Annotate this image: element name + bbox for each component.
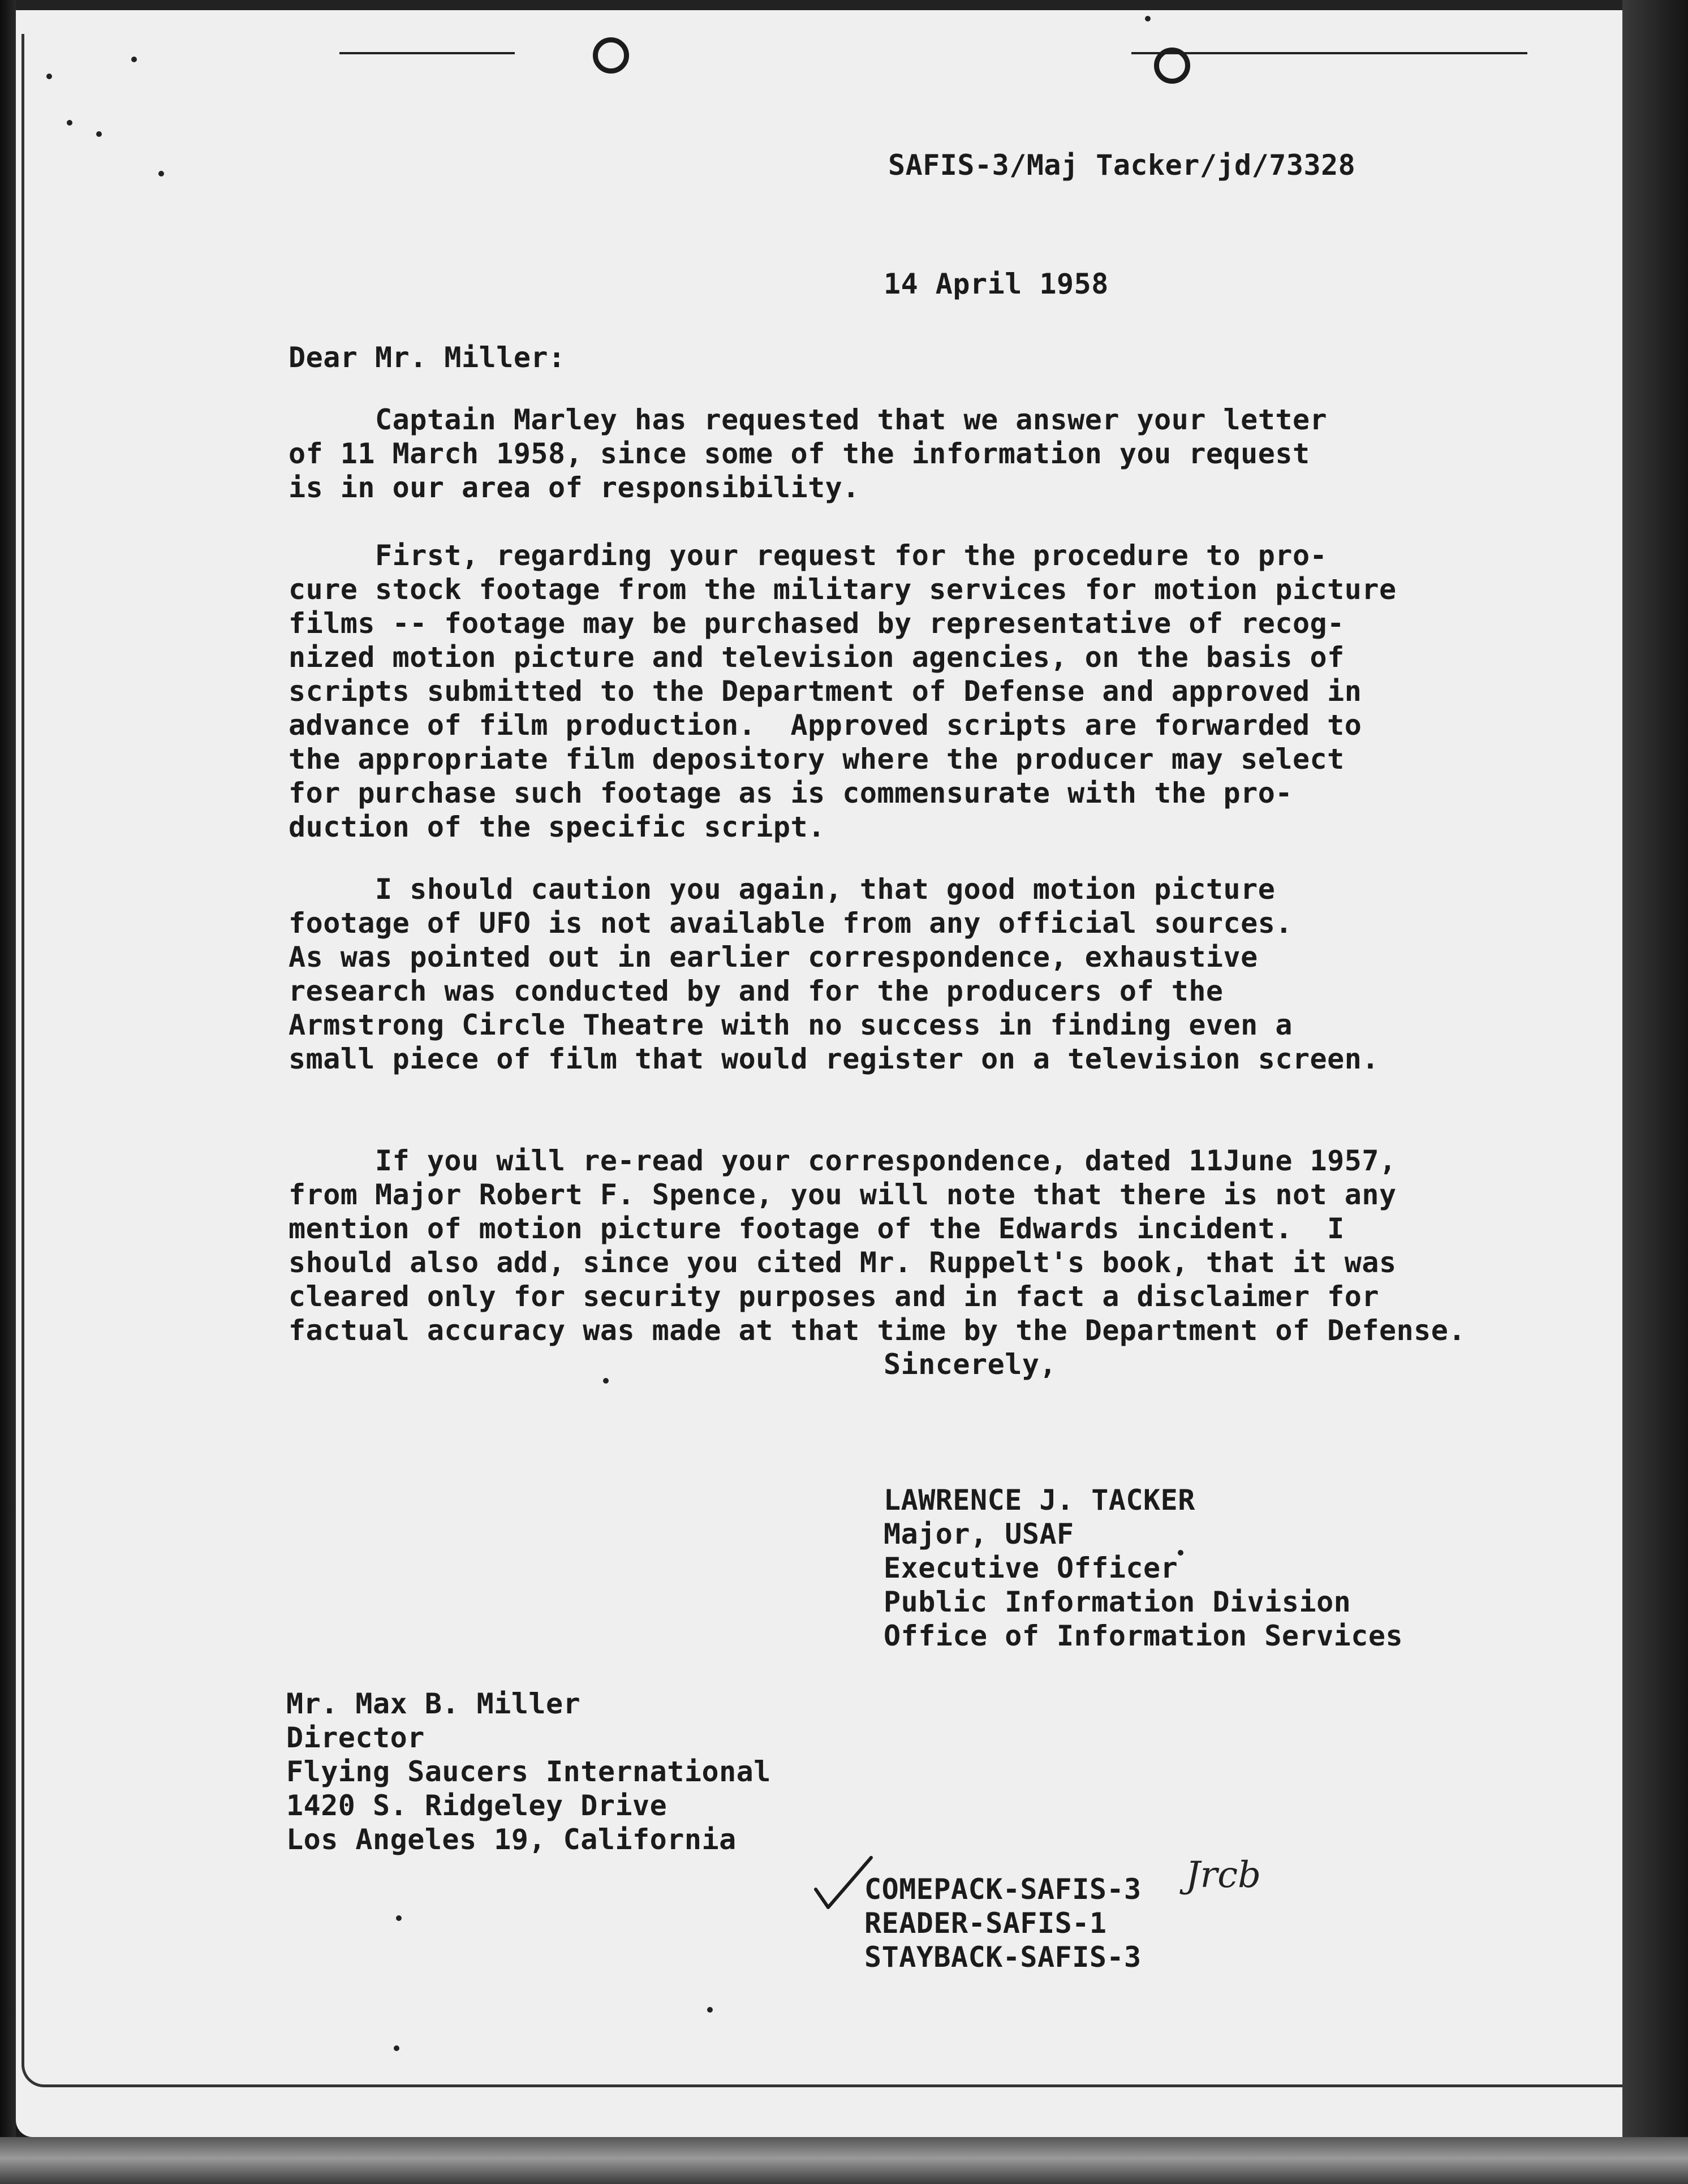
scan-speck xyxy=(131,57,137,62)
paragraph-line: If you will re-read your correspondence, dated 11June 1957, xyxy=(288,1144,1397,1177)
paragraph-line: First, regarding your request for the procedure to pro- xyxy=(288,539,1328,572)
closing: Sincerely, xyxy=(884,1348,1057,1381)
paragraph-line: As was pointed out in earlier correspondence, exhaustive xyxy=(288,941,1258,973)
signature-name: LAWRENCE J. TACKER xyxy=(884,1484,1195,1517)
paragraph-line: scripts submitted to the Department of Defense and approved in xyxy=(288,675,1362,708)
body-paragraph-2 xyxy=(288,539,1397,844)
paragraph-line: should also add, since you cited Mr. Ruppelt's book, that it was xyxy=(288,1246,1397,1279)
paragraph-line: duction of the specific script. xyxy=(288,811,825,843)
paragraph-line: Armstrong Circle Theatre with no success in finding even a xyxy=(288,1009,1293,1041)
distribution-item: COMEPACK-SAFIS-3 xyxy=(864,1873,1142,1906)
body-paragraph-4 xyxy=(288,1144,1466,1347)
scan-speck xyxy=(96,131,102,137)
scan-speck xyxy=(603,1378,609,1384)
paragraph-line: advance of film production. Approved scripts are forwarded to xyxy=(288,709,1362,742)
scan-bottom-edge xyxy=(0,2137,1688,2184)
paragraph-line: research was conducted by and for the producers of the xyxy=(288,975,1224,1007)
paragraph-line: small piece of film that would register on a television screen. xyxy=(288,1043,1379,1075)
paragraph-line: from Major Robert F. Spence, you will note that there is not any xyxy=(288,1178,1397,1211)
distribution-list xyxy=(864,1872,1142,1974)
paragraph-line: for purchase such footage as is commensurate with the pro- xyxy=(288,777,1293,809)
paragraph-line: I should caution you again, that good motion picture xyxy=(288,873,1276,906)
top-rule-left xyxy=(339,52,515,54)
paragraph-line: nized motion picture and television agencies, on the basis of xyxy=(288,641,1345,674)
handwritten-initials: Jrcb xyxy=(1186,1854,1261,1896)
recipient-organization: Flying Saucers International xyxy=(286,1755,771,1788)
punch-hole-right xyxy=(1154,48,1190,84)
paragraph-line: footage of UFO is not available from any official sources. xyxy=(288,907,1293,940)
punch-hole-left xyxy=(593,37,629,74)
scan-speck xyxy=(707,2007,713,2013)
body-paragraph-3 xyxy=(288,872,1379,1076)
scan-speck xyxy=(46,74,52,79)
paragraph-line: is in our area of responsibility. xyxy=(288,471,860,504)
check-mark-icon xyxy=(812,1853,875,1915)
top-rule-right xyxy=(1131,52,1527,54)
scan-speck xyxy=(1145,16,1151,21)
signature-block xyxy=(884,1483,1403,1653)
recipient-address xyxy=(286,1687,771,1856)
signature-division: Public Information Division xyxy=(884,1586,1351,1618)
body-paragraph-1 xyxy=(288,403,1327,505)
paragraph-line: the appropriate film depository where the producer may select xyxy=(288,743,1345,776)
scan-top-edge xyxy=(0,0,1688,10)
signature-office: Office of Information Services xyxy=(884,1619,1403,1652)
distribution-item: STAYBACK-SAFIS-3 xyxy=(864,1941,1142,1974)
paragraph-line: mention of motion picture footage of the Edwards incident. I xyxy=(288,1212,1345,1245)
signature-title: Executive Officer xyxy=(884,1552,1178,1584)
paragraph-line: factual accuracy was made at that time by the Department of Defense. xyxy=(288,1314,1466,1347)
paragraph-line: Captain Marley has requested that we answer your letter xyxy=(288,403,1328,436)
scan-speck xyxy=(67,120,72,126)
paragraph-line: cleared only for security purposes and in fact a disclaimer for xyxy=(288,1280,1379,1313)
recipient-title: Director xyxy=(286,1721,425,1754)
paragraph-line: cure stock footage from the military services for motion picture xyxy=(288,573,1397,606)
file-reference: SAFIS-3/Maj Tacker/jd/73328 xyxy=(888,149,1356,182)
letter-date: 14 April 1958 xyxy=(884,268,1109,300)
recipient-street: 1420 S. Ridgeley Drive xyxy=(286,1789,668,1822)
scan-speck xyxy=(158,171,164,176)
paragraph-line: of 11 March 1958, since some of the information you request xyxy=(288,437,1310,470)
recipient-city: Los Angeles 19, California xyxy=(286,1823,737,1856)
recipient-name: Mr. Max B. Miller xyxy=(286,1687,581,1720)
scan-speck xyxy=(394,2045,399,2051)
distribution-item: READER-SAFIS-1 xyxy=(864,1907,1107,1940)
scan-left-edge xyxy=(0,0,16,2184)
salutation: Dear Mr. Miller: xyxy=(288,341,566,374)
scan-right-edge xyxy=(1622,0,1688,2184)
paragraph-line: films -- footage may be purchased by representative of recog- xyxy=(288,607,1345,640)
signature-rank: Major, USAF xyxy=(884,1518,1074,1550)
scan-speck xyxy=(396,1915,402,1921)
